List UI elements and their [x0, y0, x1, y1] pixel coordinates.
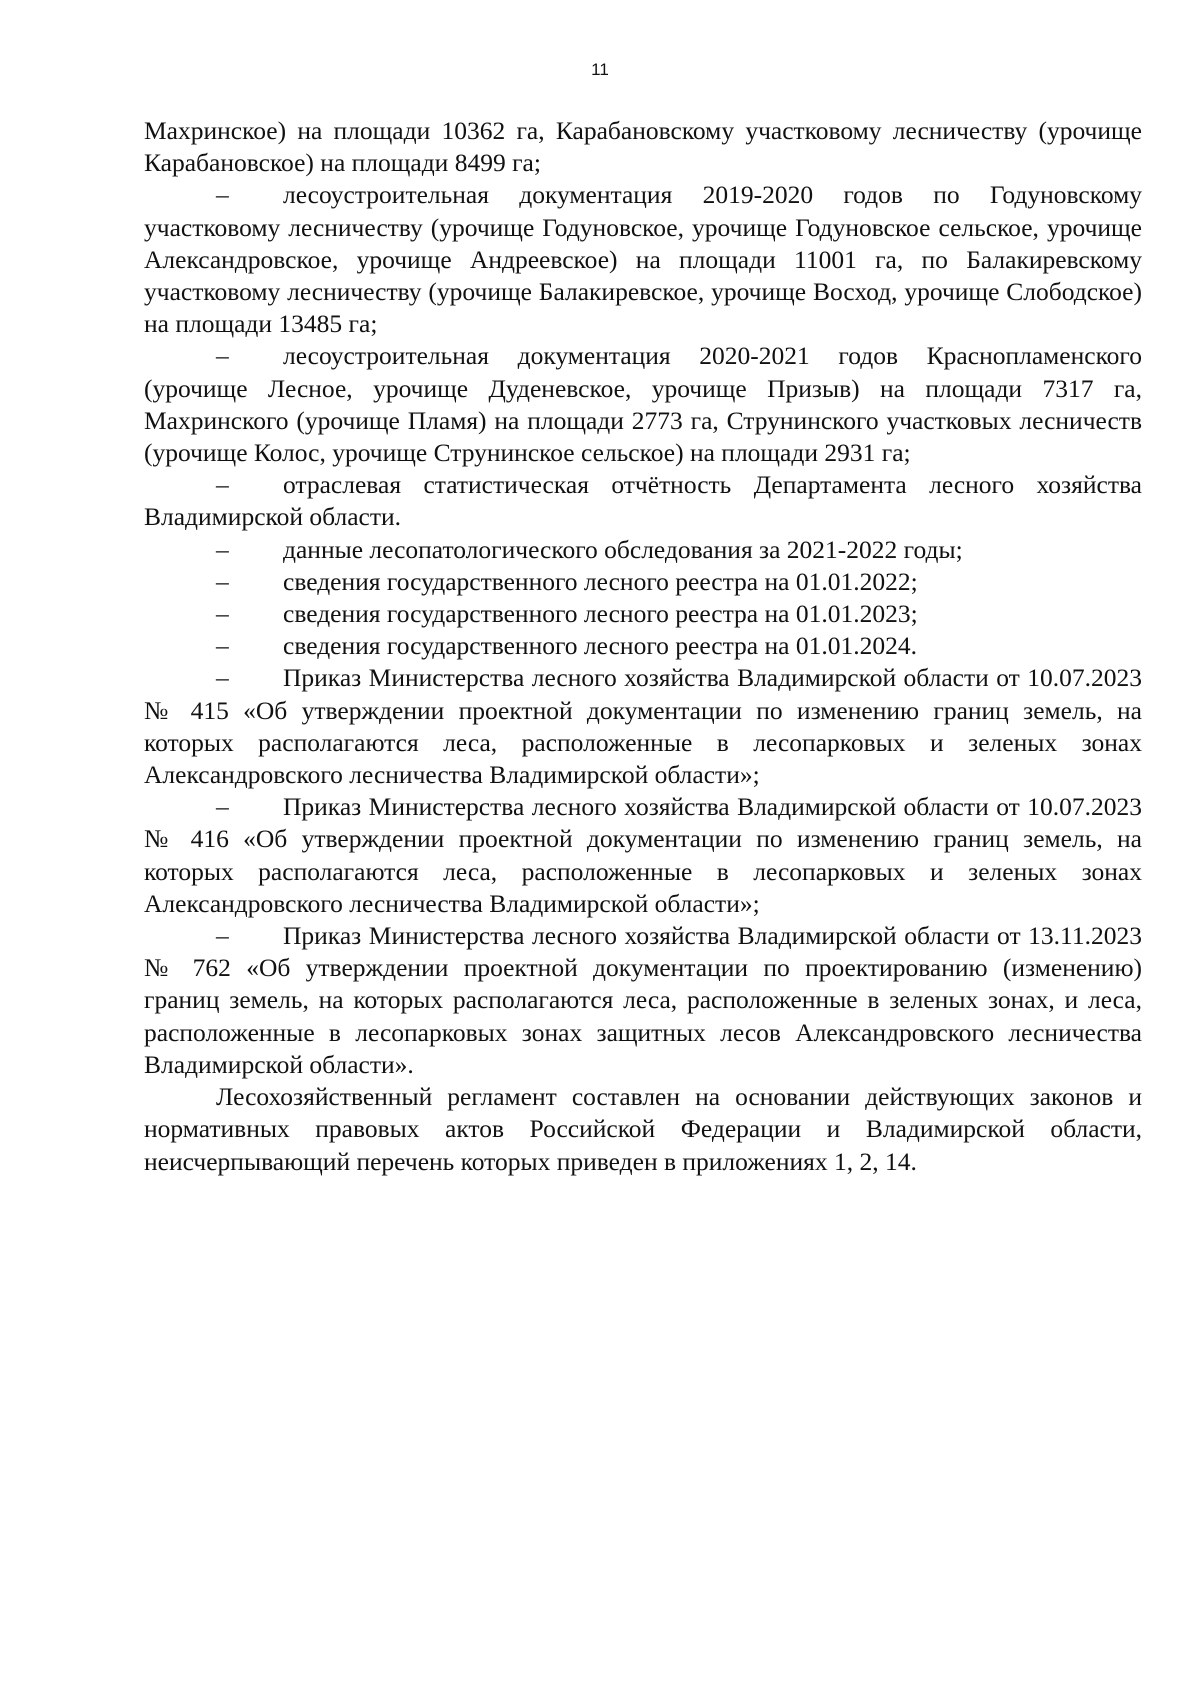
- list-dash: –: [216, 180, 229, 210]
- list-item: [144, 630, 1142, 662]
- list-item: [144, 566, 1142, 598]
- list-item-text: лесоустроительная документация 2020-2021 годов Краснопламенского (урочище Лесное, урочище Дуденевское, урочище Призыв) на площади 7317 га, Махринского (урочище Пламя) на площади 2773 га, Струнинского участковых лесничеств (урочище Колос, урочище Струнинское сельское) на площади 2931 га;: [144, 341, 1142, 468]
- list-item: [144, 469, 1142, 533]
- list-item: [144, 179, 1142, 340]
- page-number: 11: [591, 60, 609, 79]
- list-dash: –: [216, 341, 229, 371]
- list-item: [144, 598, 1142, 630]
- list-item: [144, 534, 1142, 566]
- list-item-text: данные лесопатологического обследования за 2021-2022 годы;: [283, 534, 963, 564]
- list-item-text: сведения государственного лесного реестра на 01.01.2022;: [283, 566, 918, 596]
- list-dash: –: [216, 921, 229, 951]
- list-dash: –: [216, 534, 229, 564]
- list-dash: –: [216, 566, 229, 596]
- closing-paragraph: Лесохозяйственный регламент составлен на основании действующих законов и нормативных правовых актов Российской Федерации и Владимирской области, неисчерпывающий перечень которых приведен в приложениях 1, 2, 14.: [144, 1082, 1142, 1176]
- list-item-text: лесоустроительная документация 2019-2020 годов по Годуновскому участковому лесничеству (урочище Годуновское, урочище Годуновское сельское, урочище Александровское, урочище Андреевское) на площади 11001 га, по Балакиревскому участковому лесничеству (урочище Балакиревское, урочище Восход, урочище Слободское) на площади 13485 га;: [144, 180, 1142, 339]
- list-item: [144, 920, 1142, 1081]
- list-item-text: сведения государственного лесного реестра на 01.01.2023;: [283, 599, 918, 629]
- list-item-text: Приказ Министерства лесного хозяйства Владимирской области от 13.11.2023 № 762 «Об утверждении проектной документации по проектированию (изменению) границ земель, на которых располагаются леса, расположенные в зеленых зонах, и леса, расположенные в лесопарковых зонах защитных лесов Александровского лесничества Владимирской области».: [144, 921, 1142, 1079]
- list-dash: –: [216, 792, 229, 822]
- list-item-text: Приказ Министерства лесного хозяйства Владимирской области от 10.07.2023 № 415 «Об утверждении проектной документации по изменению границ земель, на которых располагаются леса, расположенные в лесопарковых и зеленых зонах Александровского лесничества Владимирской области»;: [144, 663, 1142, 790]
- list-item: [144, 791, 1142, 920]
- list-dash: –: [216, 599, 229, 629]
- list-dash: –: [216, 663, 229, 693]
- list-dash: –: [216, 470, 229, 500]
- intro-continuation: Махринское) на площади 10362 га, Карабановскому участковому лесничеству (урочище Карабановское) на площади 8499 га;: [144, 116, 1142, 178]
- list-item-text: отраслевая статистическая отчётность Департамента лесного хозяйства Владимирской области.: [144, 470, 1142, 532]
- list-item: [144, 340, 1142, 469]
- list-dash: –: [216, 631, 229, 661]
- document-body: [144, 115, 1142, 1178]
- list-item-text: сведения государственного лесного реестра на 01.01.2024.: [283, 631, 917, 661]
- list-item-text: Приказ Министерства лесного хозяйства Владимирской области от 10.07.2023 № 416 «Об утверждении проектной документации по изменению границ земель, на которых располагаются леса, расположенные в лесопарковых и зеленых зонах Александровского лесничества Владимирской области»;: [144, 792, 1142, 918]
- list-item: [144, 662, 1142, 791]
